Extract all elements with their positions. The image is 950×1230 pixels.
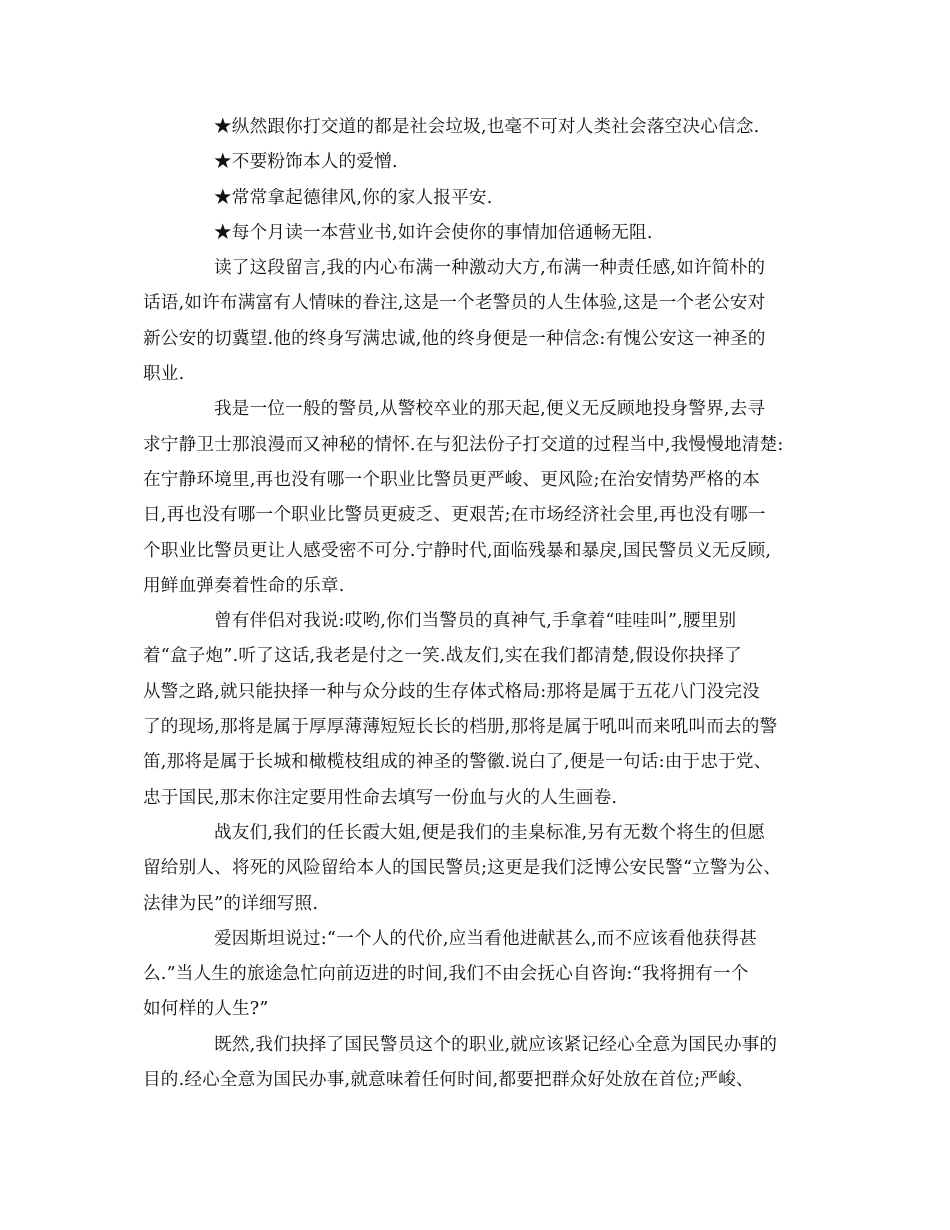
- text-line: 笛,那将是属于长城和橄榄枝组成的神圣的警徽.说白了,便是一句话:由于忠于党、: [143, 752, 772, 773]
- paragraph-2: [143, 392, 815, 604]
- text-line: 留给别人、将死的风险留给本人的国民警员;这更是我们泛博公安民警“立警为公、: [143, 858, 782, 879]
- star-line-3: ★常常拿起德律风,你的家人报平安.: [214, 187, 493, 208]
- paragraph-3: [143, 604, 815, 816]
- paragraph-4: [143, 816, 815, 922]
- text-line: 职业.: [143, 364, 185, 385]
- text-line: 我是一位一般的警员,从警校卒业的那天起,便义无反顾地投身警界,去寻: [214, 399, 766, 420]
- text-line: 日,再也没有哪一个职业比警员更疲乏、更艰苦;在市场经济社会里,再也没有哪一: [143, 505, 766, 526]
- paragraph-5: [143, 922, 815, 1028]
- text-line: 个职业比警员更让人感受密不可分.宁静时代,面临残暴和暴戾,国民警员义无反顾,: [143, 540, 772, 561]
- text-line: 话语,如许布满富有人情味的眷注,这是一个老警员的人生体验,这是一个老公安对: [143, 293, 766, 314]
- text-line: 既然,我们抉择了国民警员这个的职业,就应该紧记经心全意为国民办事的: [214, 1034, 778, 1055]
- text-line: 忠于国民,那末你注定要用性命去填写一份血与火的人生画卷.: [143, 787, 618, 808]
- text-line: 读了这段留言,我的内心布满一种激动大方,布满一种责任感,如许简朴的: [214, 258, 766, 279]
- star-line-2: ★不要粉饰本人的爱憎.: [214, 152, 398, 173]
- text-line: 曾有伴侣对我说:哎哟,你们当警员的真神气,手拿着“哇哇叫”,腰里别: [214, 611, 737, 632]
- document-page: [143, 110, 815, 1098]
- text-line: 从警之路,就只能抉择一种与众分歧的生存体式格局:那将是属于五花八门没完没: [143, 681, 760, 702]
- text-line: 目的.经心全意为国民办事,就意味着任何时间,都要把群众好处放在首位;严峻、: [143, 1070, 754, 1091]
- paragraph-6: [143, 1028, 815, 1099]
- text-line: 爱因斯坦说过:“一个人的代价,应当看他进献甚么,而不应该看他获得甚: [214, 928, 757, 949]
- text-line: 么.”当人生的旅途急忙向前迈进的时间,我们不由会抚心自咨询:“我将拥有一个: [143, 964, 749, 985]
- text-line: 用鲜血弹奏着性命的乐章.: [143, 575, 345, 596]
- text-line: 法律为民”的详细写照.: [143, 893, 319, 914]
- text-line: 了的现场,那将是属于厚厚薄薄短短长长的档册,那将是属于吼叫而来吼叫而去的警: [143, 717, 778, 738]
- star-line-1: ★纵然跟你打交道的都是社会垃圾,也毫不可对人类社会落空决心信念.: [214, 117, 760, 137]
- text-line: 在宁静环境里,再也没有哪一个职业比警员更严峻、更风险;在治安情势严格的本: [143, 469, 760, 490]
- text-line: 求宁静卫士那浪漫而又神秘的情怀.在与犯法份子打交道的过程当中,我慢慢地清楚:: [143, 434, 784, 455]
- text-line: 战友们,我们的任长霞大姐,便是我们的圭臬标准,另有无数个将生的但愿: [214, 822, 766, 843]
- text-line: 着“盒子炮”.听了这话,我老是付之一笑.战友们,实在我们都清楚,假设你抉择了: [143, 646, 742, 667]
- text-line: 新公安的切冀望.他的终身写满忠诚,他的终身便是一种信念:有愧公安这一神圣的: [143, 328, 766, 349]
- star-line-4: ★每个月读一本营业书,如许会使你的事情加倍通畅无阻.: [214, 222, 653, 243]
- paragraph-1: [143, 251, 815, 392]
- text-line: 如何样的人生?”: [143, 999, 269, 1020]
